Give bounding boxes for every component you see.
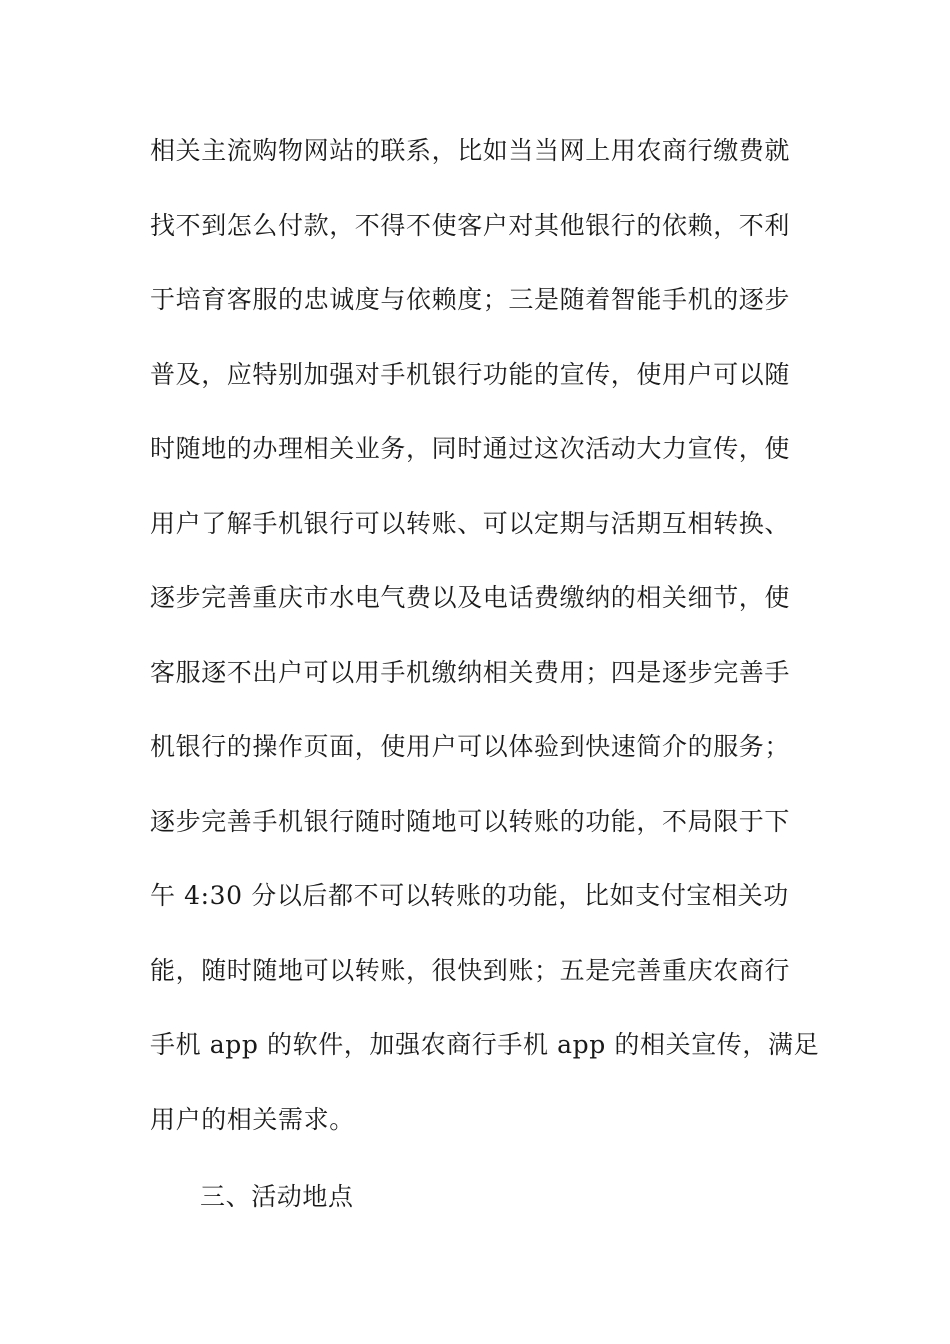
paragraph-line: 能，随时随地可以转账，很快到账；五是完善重庆农商行	[150, 955, 791, 985]
paragraph-line: 逐步完善重庆市水电气费以及电话费缴纳的相关细节，使	[150, 583, 791, 612]
paragraph-line: 相关主流购物网站的联系，比如当当网上用农商行缴费就	[150, 136, 791, 165]
paragraph-line: 客服逐不出户可以用手机缴纳相关费用；四是逐步完善手	[150, 657, 791, 687]
paragraph-line: 用户的相关需求。	[150, 1104, 355, 1134]
paragraph-line: 机银行的操作页面，使用户可以体验到快速简介的服务；	[150, 732, 791, 761]
paragraph-line: 午 4:30 分以后都不可以转账的功能，比如支付宝相关功	[150, 881, 789, 910]
paragraph-line: 时随地的办理相关业务，同时通过这次活动大力宣传，使	[150, 434, 791, 463]
paragraph-line: 找不到怎么付款，不得不使客户对其他银行的依赖，不利	[150, 210, 791, 240]
section-heading: 三、活动地点	[200, 1182, 354, 1211]
body-paragraph	[150, 121, 820, 1164]
paragraph-line: 于培育客服的忠诚度与依赖度；三是随着智能手机的逐步	[150, 285, 791, 314]
paragraph-line: 用户了解手机银行可以转账、可以定期与活期互相转换、	[150, 508, 791, 538]
paragraph-line: 手机 app 的软件，加强农商行手机 app 的相关宣传，满足	[150, 1030, 820, 1059]
paragraph-line: 逐步完善手机银行随时随地可以转账的功能，不局限于下	[150, 806, 791, 836]
paragraph-line: 普及，应特别加强对手机银行功能的宣传，使用户可以随	[150, 359, 791, 389]
